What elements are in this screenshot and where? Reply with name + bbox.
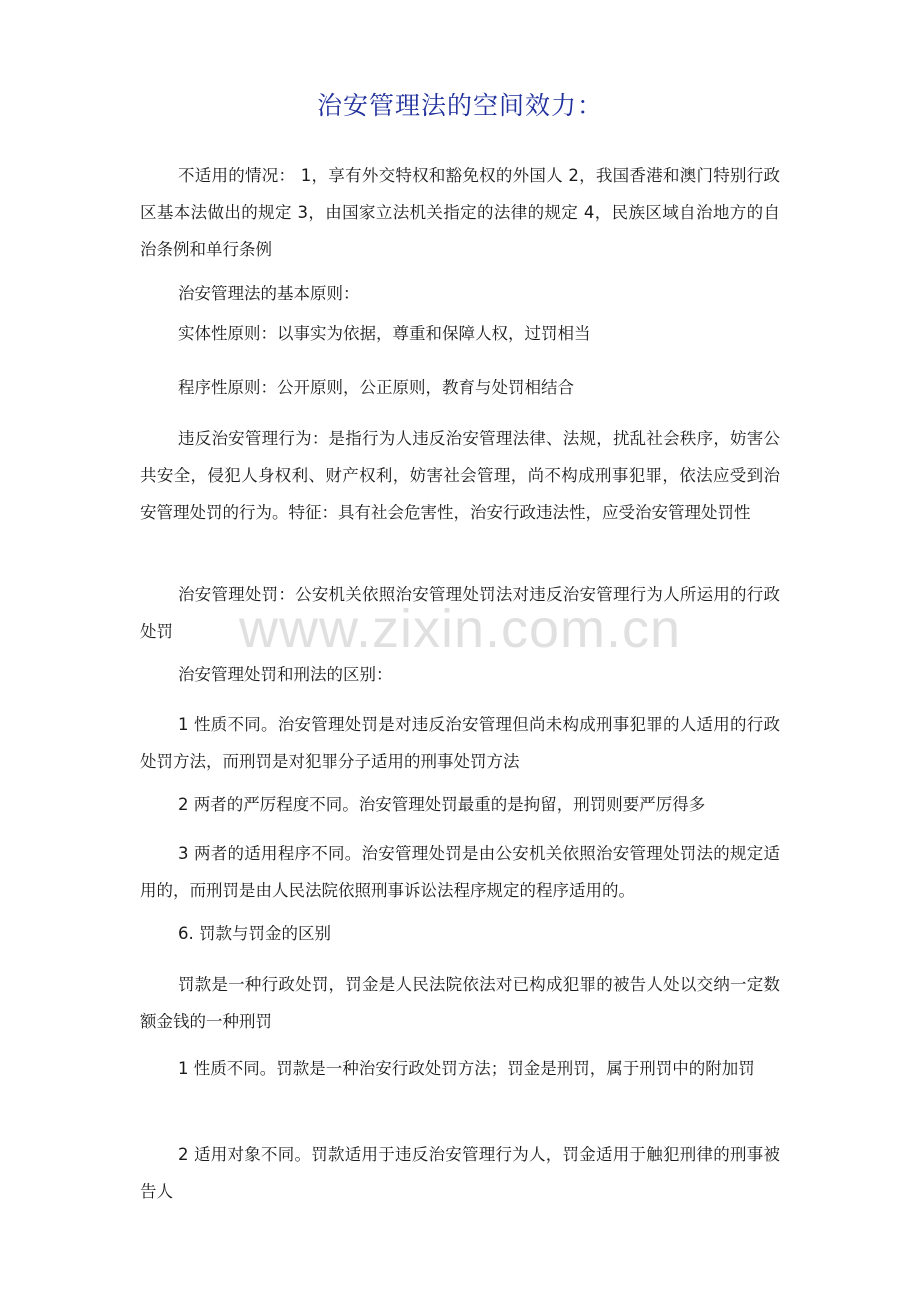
paragraph-difference-heading: 治安管理处罚和刑法的区别： (178, 665, 393, 684)
paragraph-fine-target: 2 适用对象不同。罚款适用于违反治安管理行为人，罚金适用于触犯刑律的刑事被告人 (140, 1145, 780, 1201)
paragraph-fine-heading: 6. 罚款与罚金的区别 (178, 924, 331, 943)
paragraph-violation-definition: 违反治安管理行为：是指行为人违反治安管理法律、法规，扰乱社会秩序，妨害公共安全，侵犯人身权利、财产权利，妨害社会管理，尚不构成刑事犯罪，依法应受到治安管理处罚的行为。特征：具有社会危害性，治安行政违法性，应受治安管理处罚性 (140, 429, 780, 522)
document-title: 治安管理法的空间效力： (316, 91, 603, 120)
paragraph-difference-procedure: 3 两者的适用程序不同。治安管理处罚是由公安机关依照治安管理处罚法的规定适用的，而刑罚是由人民法院依照刑事诉讼法程序规定的程序适用的。 (140, 844, 780, 900)
paragraph-substantive-principle: 实体性原则：以事实为依据，尊重和保障人权，过罚相当 (178, 324, 591, 343)
paragraph-fine-nature: 1 性质不同。罚款是一种治安行政处罚方法；罚金是刑罚，属于刑罚中的附加罚 (178, 1059, 755, 1078)
paragraph-difference-nature: 1 性质不同。治安管理处罚是对违反治安管理但尚未构成刑事犯罪的人适用的行政处罚方法，而刑罚是对犯罪分子适用的刑事处罚方法 (140, 715, 780, 771)
paragraph-procedural-principle: 程序性原则：公开原则，公正原则，教育与处罚相结合 (178, 378, 574, 397)
paragraph-inapplicable-cases: 不适用的情况： 1，享有外交特权和豁免权的外国人 2，我国香港和澳门特别行政区基本法做出的规定 3，由国家立法机关指定的法律的规定 4，民族区域自治地方的自治条例和单行条例 (140, 166, 780, 259)
paragraph-difference-severity: 2 两者的严厉程度不同。治安管理处罚最重的是拘留，刑罚则要严厉得多 (178, 795, 706, 814)
watermark: www.zixin.com.cn (238, 599, 682, 659)
paragraph-fine-definition: 罚款是一种行政处罚，罚金是人民法院依法对已构成犯罪的被告人处以交纳一定数额金钱的一种刑罚 (140, 975, 780, 1031)
paragraph-basic-principles-heading: 治安管理法的基本原则： (178, 284, 360, 303)
paragraph-public-security-penalty: 治安管理处罚：公安机关依照治安管理处罚法对违反治安管理行为人所运用的行政处罚 (140, 585, 780, 641)
